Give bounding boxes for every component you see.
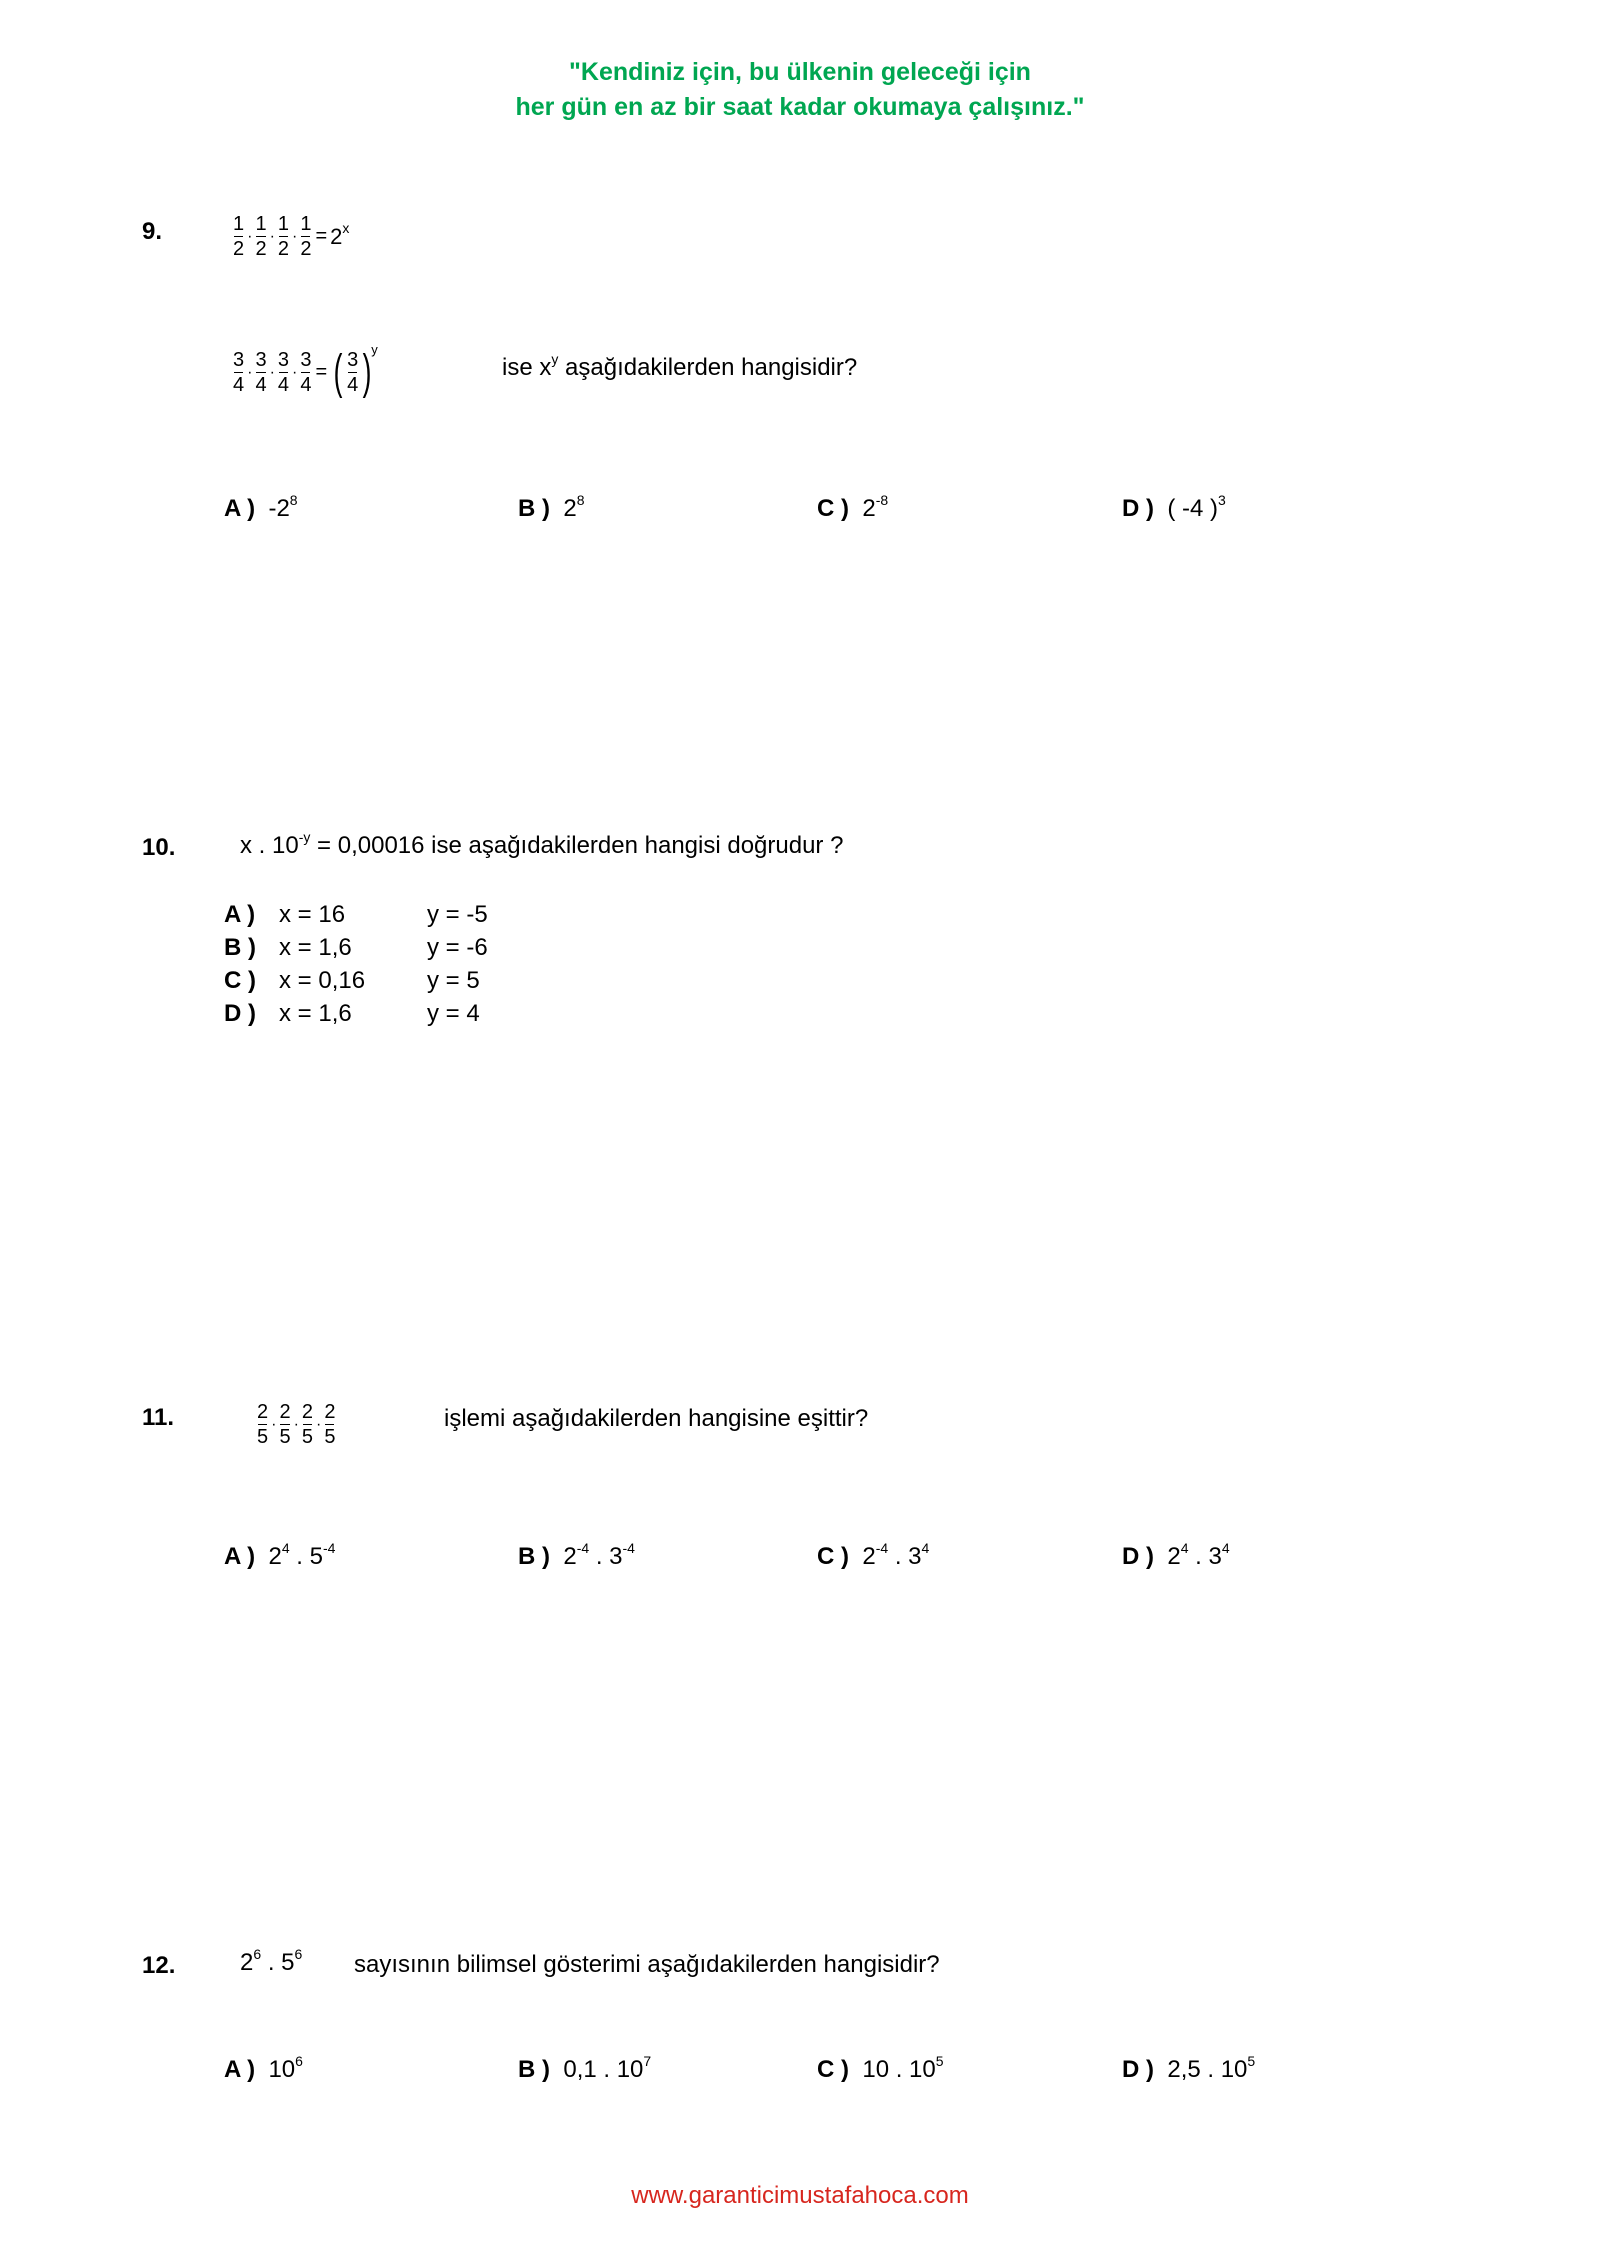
q9-option-c[interactable]: C ) $2^{-8}$ <box>817 492 889 522</box>
q12-expression: $2^6$ . $5^6$ <box>240 1946 303 1976</box>
q9-equation-1: $\frac{1}{2}$ · $\frac{1}{2}$ · $\frac{1}{2}$ · $\frac{1}{2}$ = $2^x$ <box>233 213 350 260</box>
q12-option-b[interactable]: B ) 0,1 . $10^7$ <box>518 2053 652 2083</box>
question-10-number: 10. <box>142 834 176 861</box>
q9-option-d[interactable]: D ) ( -4 )$^3$ <box>1122 492 1226 522</box>
question-12-number: 12. <box>142 1952 176 1979</box>
q10-option-a[interactable]: A ) x = 16 y = -5 <box>224 900 488 928</box>
q9-equation-2: $\frac{3}{4}$ · $\frac{3}{4}$ · $\frac{3}{4}$ · $\frac{3}{4}$ = ( $\frac{3}{4}$ )y <box>233 342 378 399</box>
q9-eq2-exp: y <box>371 342 378 357</box>
question-11-number: 11. <box>142 1404 175 1431</box>
fraction: $\frac{1}{2}$ <box>233 213 245 260</box>
q12-option-a[interactable]: A ) $10^6$ <box>224 2053 303 2083</box>
fraction: $\frac{1}{2}$ <box>277 213 290 260</box>
q9-question-text: ise $x^y$ aşağıdakilerden hangisidir? <box>502 351 858 381</box>
fraction: $\frac{1}{2}$ <box>255 213 267 260</box>
q9-rhs-exp: x <box>342 219 350 236</box>
q10-option-c[interactable]: C ) x = 0,16 y = 5 <box>224 966 480 994</box>
q9-option-a[interactable]: A ) $-2^8$ <box>224 492 298 522</box>
q11-question-text: işlemi aşağıdakilerden hangisine eşittir? <box>444 1405 869 1432</box>
question-9-number: 9. <box>142 218 163 245</box>
q11-expression: $\frac{2}{5}$ · $\frac{2}{5}$ · $\frac{2}{5}$ · $\frac{2}{5}$ <box>257 1401 336 1448</box>
q11-option-c[interactable]: C ) $2^{-4}$ . $3^4$ <box>817 1540 930 1570</box>
fraction: $\frac{1}{2}$ <box>300 213 312 260</box>
q11-option-d[interactable]: D ) $2^4$ . $3^4$ <box>1122 1540 1230 1570</box>
q12-option-c[interactable]: C ) 10 . $10^5$ <box>817 2053 944 2083</box>
q10-option-d[interactable]: D ) x = 1,6 y = 4 <box>224 999 480 1027</box>
q11-option-a[interactable]: A ) $2^4$ . $5^{-4}$ <box>224 1540 336 1570</box>
q12-option-d[interactable]: D ) 2,5 . $10^5$ <box>1122 2053 1256 2083</box>
q9-option-b[interactable]: B ) $2^8$ <box>518 492 585 522</box>
header-quote-line2: her gün en az bir saat kadar okumaya çalışınız." <box>515 93 1085 121</box>
q12-question-text: sayısının bilimsel gösterimi aşağıdakilerden hangisidir? <box>354 1951 940 1978</box>
q11-option-b[interactable]: B ) $2^{-4}$ . $3^{-4}$ <box>518 1540 635 1570</box>
q10-options-list <box>224 898 488 1030</box>
q10-option-b[interactable]: B ) x = 1,6 y = -6 <box>224 933 488 961</box>
header-quote-line1: "Kendiniz için, bu ülkenin geleceği için <box>569 58 1031 86</box>
q10-question-text: x . $10^{-y} = 0,00016$ ise aşağıdakilerden hangisi doğrudur ? <box>240 829 844 859</box>
footer-website-link[interactable]: www.garanticimustafahoca.com <box>631 2182 969 2209</box>
q9-rhs-base: 2 <box>330 223 343 249</box>
